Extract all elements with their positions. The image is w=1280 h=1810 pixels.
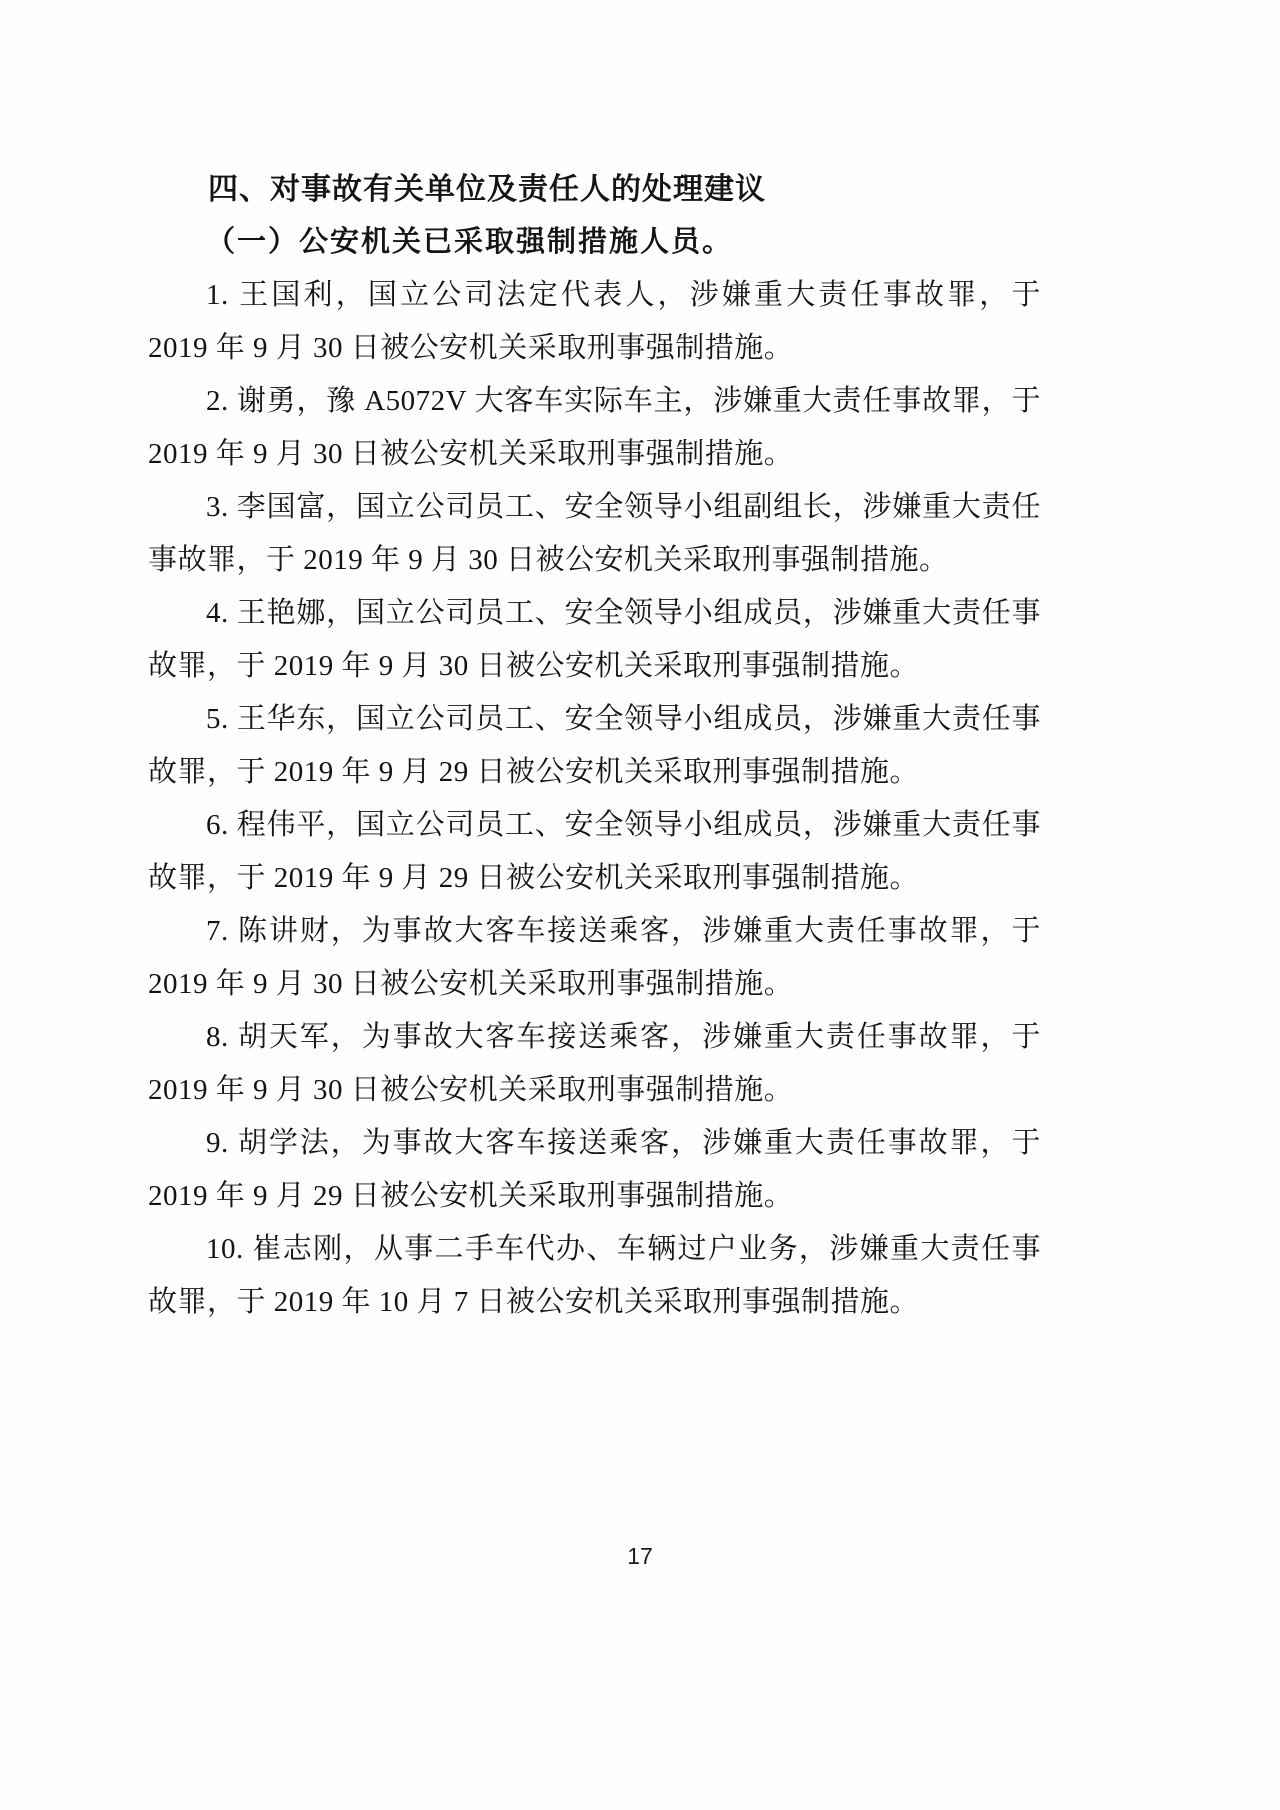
section-heading: 四、对事故有关单位及责任人的处理建议 [208,173,766,206]
list-item: 2. 谢勇，豫 A5072V 大客车实际车主，涉嫌重大责任事故罪，于 2019 年 9 月 30 日被公安机关采取刑事强制措施。 [148,385,1041,470]
page-number: 17 [627,1543,653,1569]
list-item: 9. 胡学法，为事故大客车接送乘客，涉嫌重大责任事故罪，于 2019 年 9 月 29 日被公安机关采取刑事强制措施。 [148,1127,1041,1212]
list-item: 6. 程伟平，国立公司员工、安全领导小组成员，涉嫌重大责任事故罪，于 2019 年 9 月 29 日被公安机关采取刑事强制措施。 [148,809,1041,894]
document-body [148,163,1041,1329]
list-item: 1. 王国利，国立公司法定代表人，涉嫌重大责任事故罪，于 2019 年 9 月 30 日被公安机关采取刑事强制措施。 [148,279,1041,364]
list-item: 10. 崔志刚，从事二手车代办、车辆过户业务，涉嫌重大责任事故罪，于 2019 年 10 月 7 日被公安机关采取刑事强制措施。 [148,1233,1041,1318]
list-item: 5. 王华东，国立公司员工、安全领导小组成员，涉嫌重大责任事故罪，于 2019 年 9 月 29 日被公安机关采取刑事强制措施。 [148,703,1041,788]
list-item: 8. 胡天军，为事故大客车接送乘客，涉嫌重大责任事故罪，于 2019 年 9 月 30 日被公安机关采取刑事强制措施。 [148,1021,1041,1106]
subsection-heading: （一）公安机关已采取强制措施人员。 [206,226,734,258]
list-item: 3. 李国富，国立公司员工、安全领导小组副组长，涉嫌重大责任事故罪，于 2019 年 9 月 30 日被公安机关采取刑事强制措施。 [148,491,1041,576]
list-item: 7. 陈讲财，为事故大客车接送乘客，涉嫌重大责任事故罪，于 2019 年 9 月 30 日被公安机关采取刑事强制措施。 [148,915,1041,1000]
list-item: 4. 王艳娜，国立公司员工、安全领导小组成员，涉嫌重大责任事故罪，于 2019 年 9 月 30 日被公安机关采取刑事强制措施。 [148,597,1041,682]
